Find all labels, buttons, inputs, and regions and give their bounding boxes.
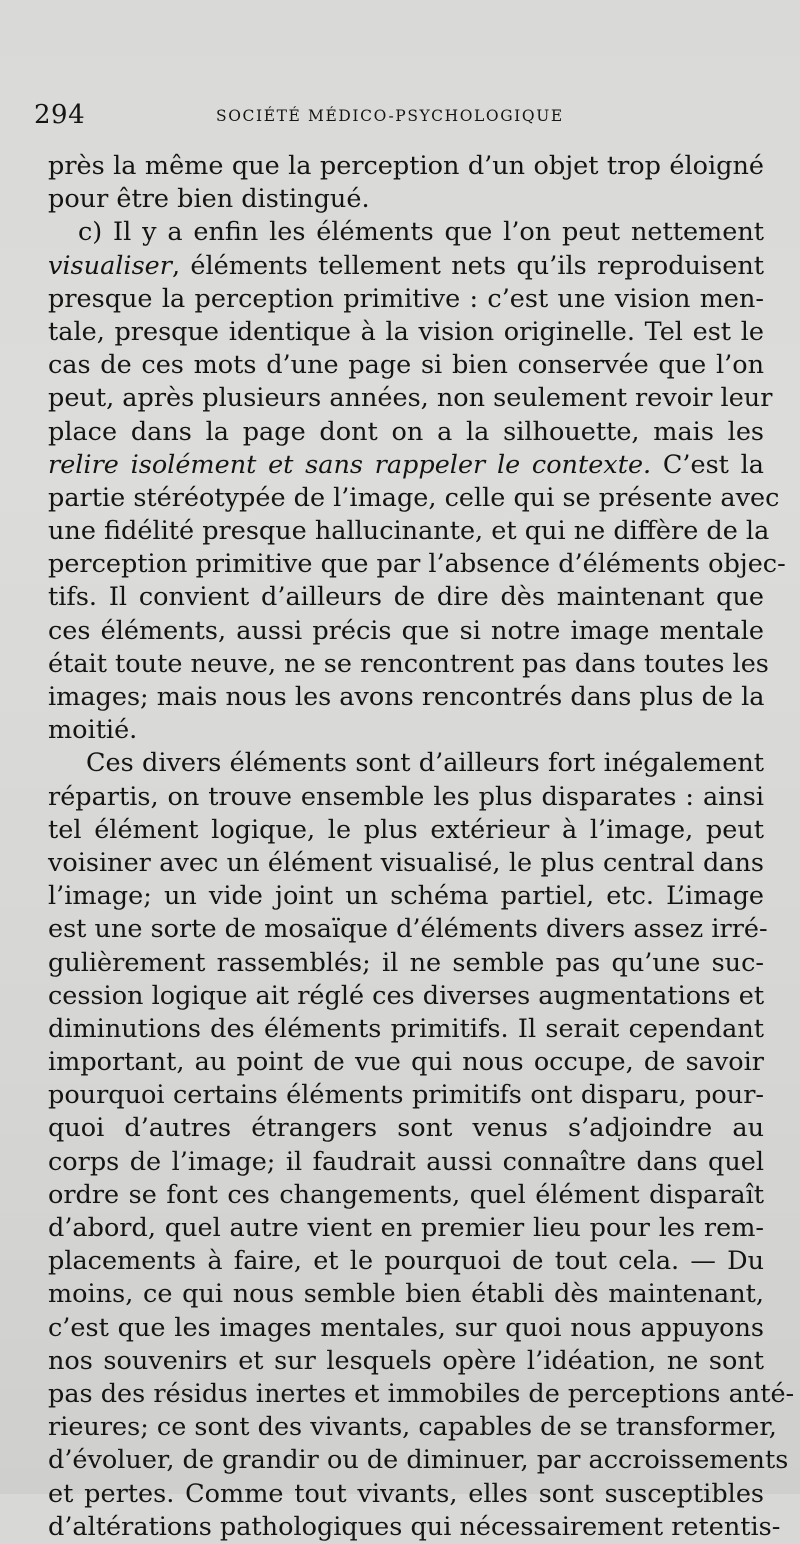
text-line: visualiser, éléments tellement nets qu’ils reproduisent bbox=[48, 250, 764, 281]
text-line: cas de ces mots d’une page si bien conservée que l’on bbox=[48, 350, 764, 381]
text-line: rieures; ce sont des vivants, capables de se transformer, bbox=[48, 1412, 777, 1443]
page-header bbox=[34, 100, 764, 140]
text-line: gulièrement rassemblés; il ne semble pas qu’une suc- bbox=[48, 947, 764, 978]
text-line: perception primitive que par l’absence d’éléments objec- bbox=[48, 549, 786, 580]
text-line: place dans la page dont on a la silhouette, mais les bbox=[48, 416, 764, 447]
text-line: important, au point de vue qui nous occupe, de savoir bbox=[48, 1047, 764, 1078]
text-line: quoi d’autres étrangers sont venus s’adjoindre au bbox=[48, 1113, 764, 1144]
text-line: tifs. Il convient d’ailleurs de dire dès maintenant que bbox=[48, 582, 764, 613]
text-line: une fidélité presque hallucinante, et qui ne diffère de la bbox=[48, 516, 770, 547]
text-line: pour être bien distingué. bbox=[48, 184, 370, 215]
text-line: diminutions des éléments primitifs. Il serait cependant bbox=[48, 1013, 764, 1044]
text-line: moins, ce qui nous semble bien établi dès maintenant, bbox=[48, 1279, 764, 1310]
text-line: l’image; un vide joint un schéma partiel, etc. L’image bbox=[48, 881, 764, 912]
text-line: ordre se font ces changements, quel élément disparaît bbox=[48, 1179, 764, 1210]
text-line: peut, après plusieurs années, non seulement revoir leur bbox=[48, 383, 773, 414]
text-line: images; mais nous les avons rencontrés dans plus de la bbox=[48, 682, 765, 712]
text-line: et pertes. Comme tout vivants, elles sont susceptibles bbox=[48, 1478, 764, 1509]
text-line: corps de l’image; il faudrait aussi connaître dans quel bbox=[48, 1146, 764, 1177]
text-line: Ces divers éléments sont d’ailleurs fort inégalement bbox=[86, 748, 764, 779]
text-line: cession logique ait réglé ces diverses augmentations et bbox=[48, 980, 765, 1011]
page-number: 294 bbox=[34, 100, 86, 130]
text-line: d’évoluer, de grandir ou de diminuer, par accroissements bbox=[48, 1445, 789, 1476]
text-line: est une sorte de mosaïque d’éléments divers assez irré- bbox=[48, 914, 768, 945]
text-line: presque la perception primitive : c’est une vision men- bbox=[48, 283, 764, 314]
text-line: d’altérations pathologiques qui nécessairement retentis- bbox=[48, 1511, 781, 1542]
text-line: tale, presque identique à la vision originelle. Tel est le bbox=[48, 316, 764, 347]
text-line: relire isolément et sans rappeler le contexte. C’est la bbox=[48, 449, 764, 480]
text-line: placements à faire, et le pourquoi de tout cela. — Du bbox=[48, 1246, 764, 1277]
text-line: d’abord, quel autre vient en premier lieu pour les rem- bbox=[48, 1213, 764, 1243]
text-line: c) Il y a enfin les éléments que l’on peut nettement bbox=[78, 217, 764, 248]
text-line: près la même que la perception d’un objet trop éloigné bbox=[48, 151, 764, 181]
text-line: partie stéréotypée de l’image, celle qui se présente avec bbox=[48, 482, 780, 513]
text-line: répartis, on trouve ensemble les plus disparates : ainsi bbox=[48, 781, 764, 812]
text-line: nos souvenirs et sur lesquels opère l’idéation, ne sont bbox=[48, 1345, 764, 1376]
text-line: tel élément logique, le plus extérieur à l’image, peut bbox=[48, 814, 764, 845]
running-head: SOCIÉTÉ MÉDICO-PSYCHOLOGIQUE bbox=[216, 107, 564, 125]
text-line: c’est que les images mentales, sur quoi nous appuyons bbox=[48, 1312, 764, 1343]
text-line: pourquoi certains éléments primitifs ont disparu, pour- bbox=[48, 1080, 764, 1111]
text-line: ces éléments, aussi précis que si notre image mentale bbox=[48, 615, 764, 646]
body-text bbox=[48, 150, 795, 1544]
text-line: voisiner avec un élément visualisé, le plus central dans bbox=[48, 847, 764, 878]
text-line: moitié. bbox=[48, 715, 138, 746]
text-line: pas des résidus inertes et immobiles de perceptions anté- bbox=[48, 1378, 795, 1409]
text-line: était toute neuve, ne se rencontrent pas dans toutes les bbox=[48, 648, 769, 679]
